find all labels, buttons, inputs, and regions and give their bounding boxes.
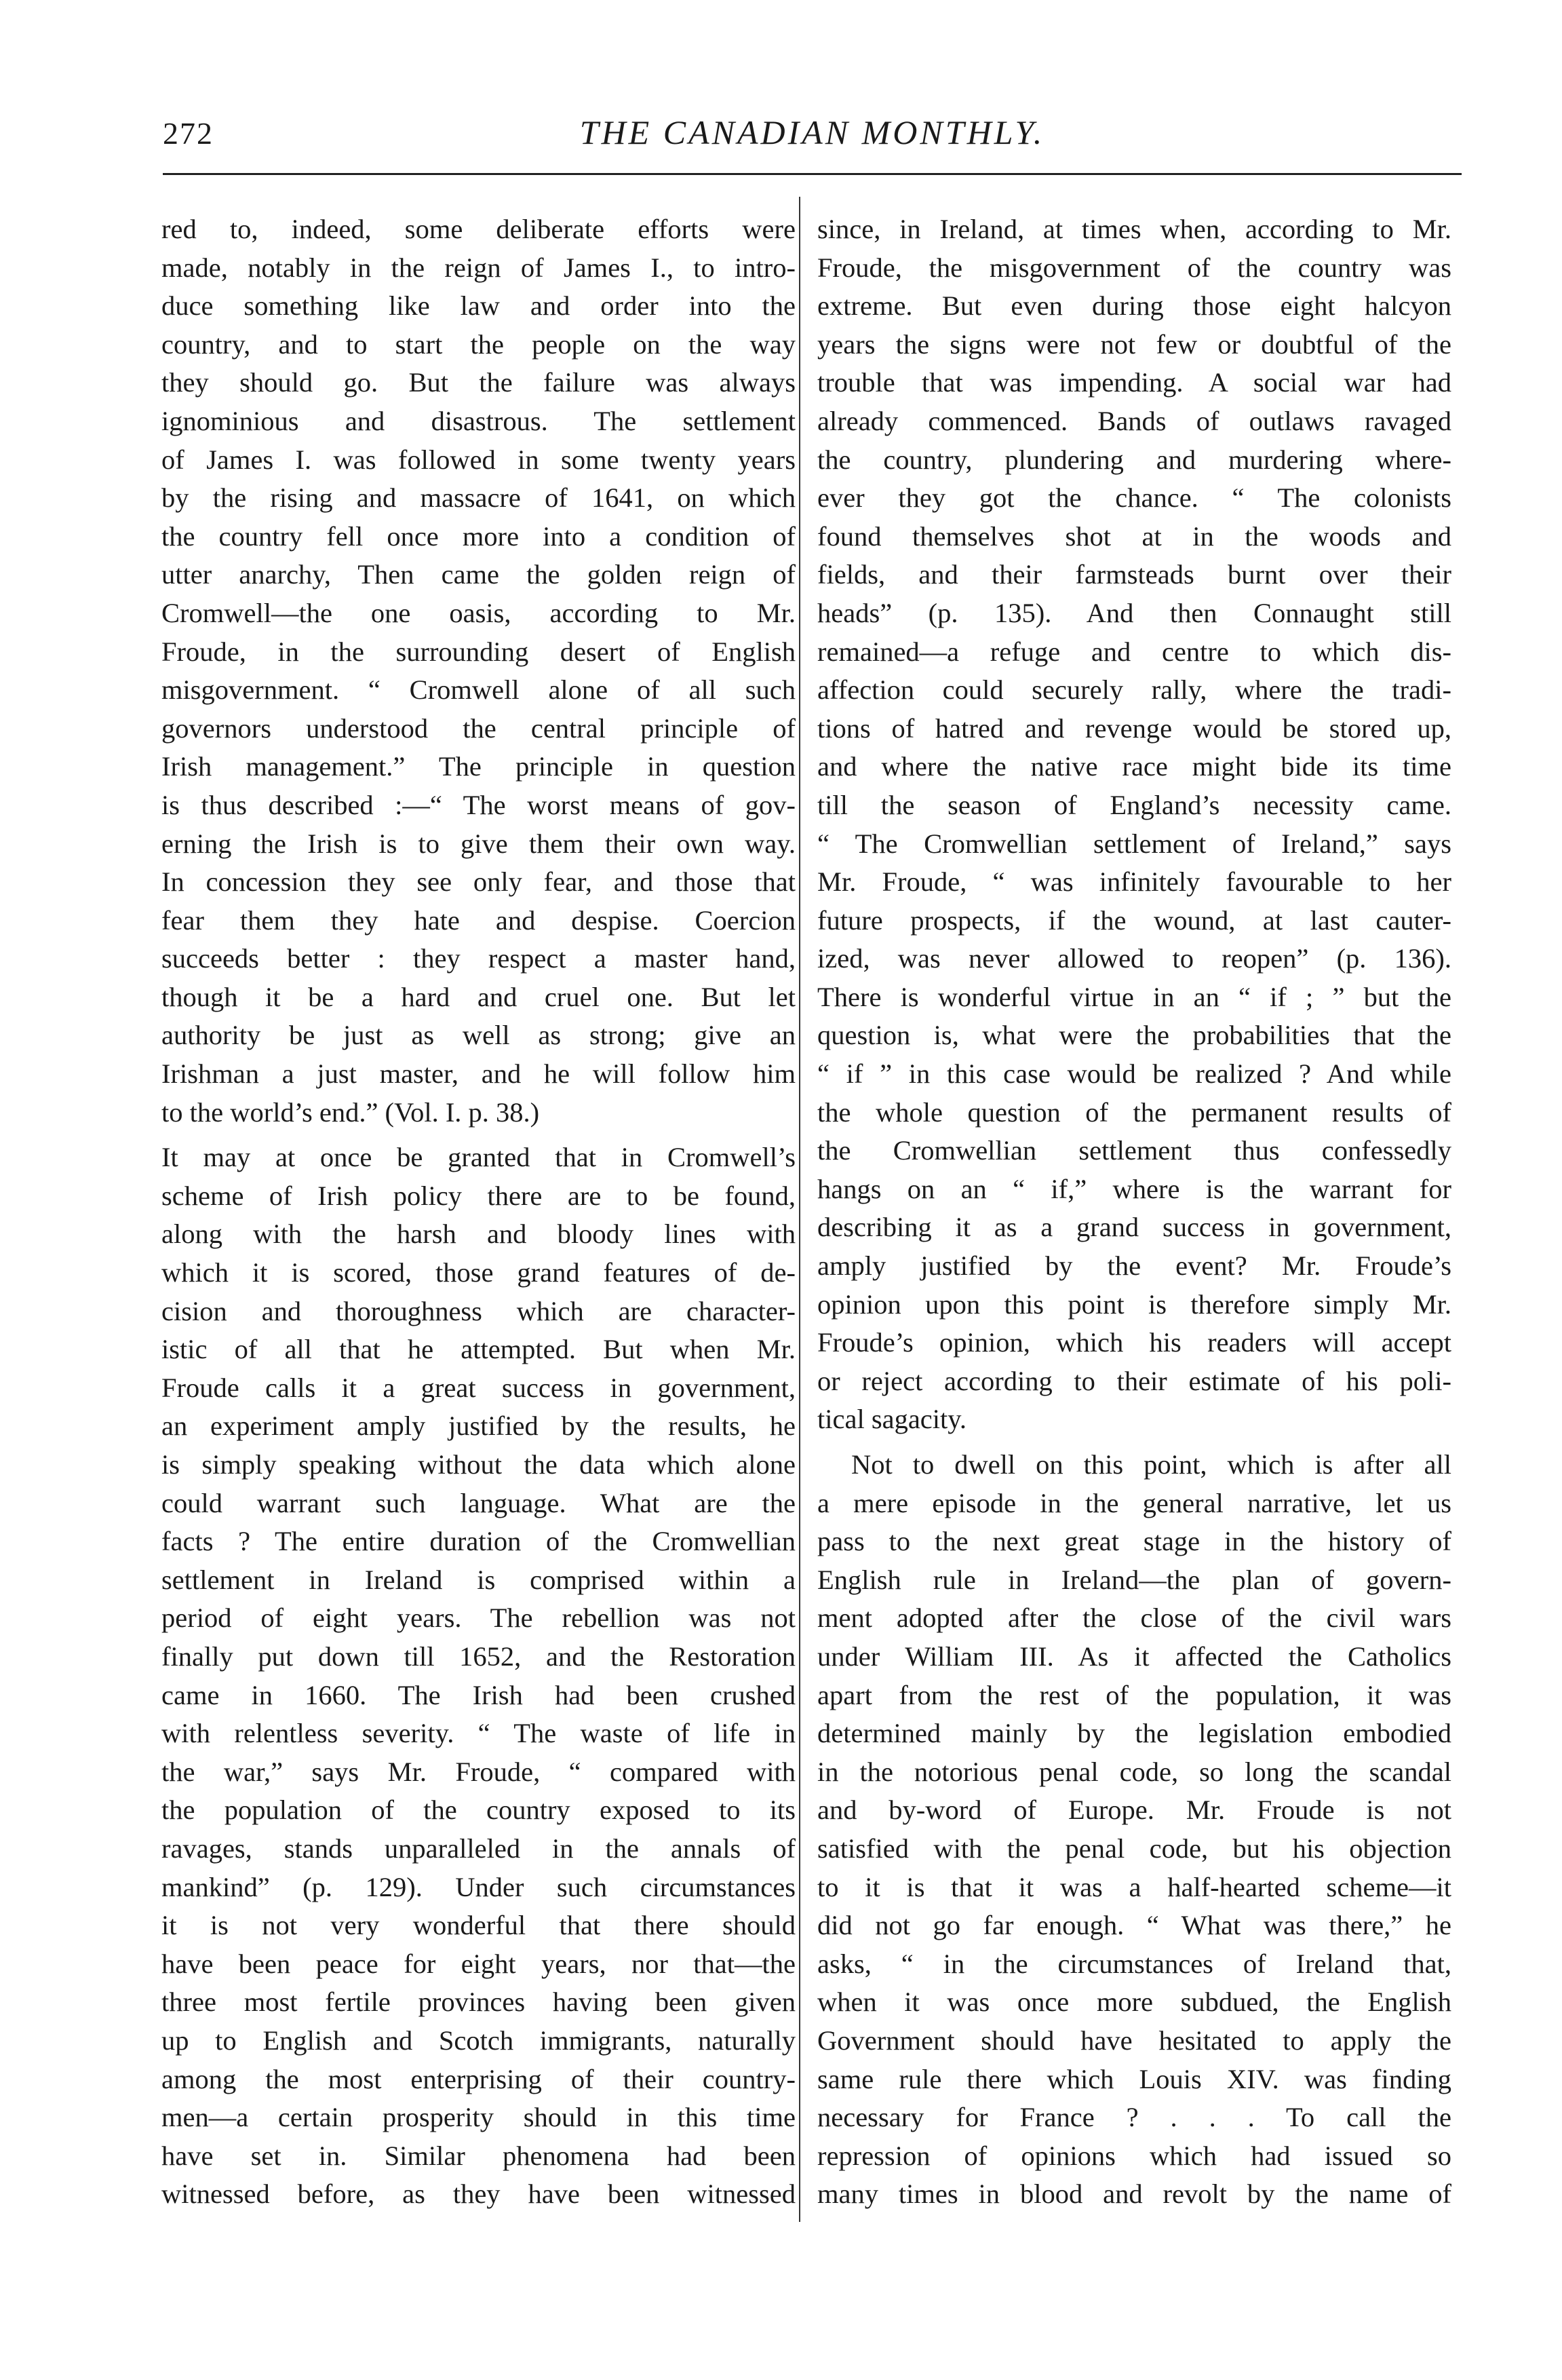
text-line: it is not very wonderful that there should [161, 1910, 796, 1941]
text-line: mankind” (p. 129). Under such circumstances [161, 1871, 796, 1902]
text-line: found themselves shot at in the woods and [817, 520, 1451, 552]
text-line: determined mainly by the legislation embodied [817, 1718, 1451, 1749]
header-rule [163, 173, 1462, 175]
paragraph [161, 1138, 796, 2214]
paragraph [817, 210, 1451, 1439]
text-line: ignominious and disastrous. The settlement [161, 405, 796, 436]
paragraph [161, 210, 796, 1132]
text-line: affection could securely rally, where the tradi- [817, 674, 1451, 706]
text-line: to it is that it was a half-hearted scheme—it [817, 1871, 1451, 1902]
text-line: pass to the next great stage in the history of [817, 1526, 1451, 1557]
text-line: the Cromwellian settlement thus confessedly [817, 1135, 1451, 1166]
text-line: amply justified by the event? Mr. Froude’s [817, 1250, 1451, 1282]
text-line: tical sagacity. [817, 1404, 967, 1435]
text-line: of James I. was followed in some twenty years [161, 444, 796, 475]
text-line: the country, plundering and murdering where- [817, 444, 1451, 475]
text-line: Government should have hesitated to apply the [817, 2024, 1451, 2056]
text-line: many times in blood and revolt by the name of [817, 2179, 1451, 2210]
text-line: up to English and Scotch immigrants, naturally [161, 2024, 796, 2056]
text-line: heads” (p. 135). And then Connaught still [817, 597, 1451, 628]
text-line: authority be just as well as strong; give an [161, 1020, 796, 1051]
text-line: three most fertile provinces having been given [161, 1986, 796, 2018]
page-header [163, 109, 1462, 163]
text-line: with relentless severity. “ The waste of life in [161, 1718, 796, 1749]
text-line: “ if ” in this case would be realized ? And while [817, 1058, 1451, 1090]
text-line: governors understood the central principle of [161, 712, 796, 744]
text-line: Froude’s opinion, which his readers will accept [817, 1327, 1451, 1358]
text-line: Froude, the misgovernment of the country was [817, 252, 1451, 283]
text-line: Irish management.” The principle in question [161, 751, 796, 782]
text-line: red to, indeed, some deliberate efforts were [161, 214, 796, 244]
text-line: question is, what were the probabilities that the [817, 1020, 1451, 1051]
text-line: came in 1660. The Irish had been crushed [161, 1679, 796, 1710]
text-line: ever they got the chance. “ The colonists [817, 482, 1451, 514]
text-line: ravages, stands unparalleled in the annals of [161, 1832, 796, 1864]
text-line: opinion upon this point is therefore simply Mr. [817, 1288, 1451, 1320]
text-line: trouble that was impending. A social war had [817, 367, 1451, 398]
text-line: country, and to start the people on the way [161, 328, 796, 360]
text-line: the whole question of the permanent results of [817, 1096, 1451, 1128]
text-line: same rule there which Louis XIV. was finding [817, 2063, 1451, 2094]
text-line: witnessed before, as they have been witnessed [161, 2179, 796, 2210]
text-line: Cromwell—the one oasis, according to Mr. [161, 597, 796, 628]
text-line: future prospects, if the wound, at last cauter- [817, 904, 1451, 936]
text-line: succeeds better : they respect a master hand, [161, 943, 796, 974]
text-line: till the season of England’s necessity came. [817, 789, 1451, 820]
text-line: though it be a hard and cruel one. But let [161, 981, 796, 1012]
text-line: English rule in Ireland—the plan of govern- [817, 1564, 1451, 1595]
text-line: the country fell once more into a condition of [161, 520, 796, 552]
text-line: asks, “ in the circumstances of Ireland that, [817, 1948, 1451, 1979]
text-line: erning the Irish is to give them their own way. [161, 828, 796, 859]
text-line: ized, was never allowed to reopen” (p. 136). [817, 943, 1451, 974]
text-line: in the notorious penal code, so long the scandal [817, 1756, 1451, 1787]
text-line: scheme of Irish policy there are to be found, [161, 1180, 796, 1211]
text-line: apart from the rest of the population, it was [817, 1679, 1451, 1710]
text-line: fields, and their farmsteads burnt over their [817, 559, 1451, 590]
text-line: since, in Ireland, at times when, according to Mr. [817, 214, 1451, 244]
text-line: There is wonderful virtue in an “ if ; ” but the [817, 981, 1451, 1012]
text-line: along with the harsh and bloody lines with [161, 1218, 796, 1250]
text-line: It may at once be granted that in Cromwell’s [161, 1142, 796, 1173]
text-line: necessary for France ? . . . To call the [817, 2102, 1451, 2133]
text-line: Mr. Froude, “ was infinitely favourable to her [817, 866, 1451, 898]
text-line: is thus described :—“ The worst means of gov- [161, 789, 796, 820]
text-line: when it was once more subdued, the English [817, 1986, 1451, 2018]
text-line: Froude calls it a great success in government, [161, 1372, 796, 1403]
text-line: could warrant such language. What are the [161, 1487, 796, 1518]
paragraph-gap [161, 1132, 796, 1138]
text-line: Not to dwell on this point, which is after all [851, 1449, 1451, 1480]
text-line: ment adopted after the close of the civil wars [817, 1602, 1451, 1634]
text-line: did not go far enough. “ What was there,” he [817, 1910, 1451, 1941]
text-line: which it is scored, those grand features of de- [161, 1257, 796, 1288]
left-column [161, 210, 796, 2214]
text-line: and by-word of Europe. Mr. Froude is not [817, 1794, 1451, 1826]
text-line: describing it as a grand success in government, [817, 1212, 1451, 1243]
text-line: Irishman a just master, and he will follow him [161, 1058, 796, 1090]
text-line: tions of hatred and revenge would be stored up, [817, 712, 1451, 744]
text-line: already commenced. Bands of outlaws ravaged [817, 405, 1451, 436]
text-line: In concession they see only fear, and those that [161, 866, 796, 898]
text-line: period of eight years. The rebellion was not [161, 1602, 796, 1634]
text-line: remained—a refuge and centre to which dis- [817, 636, 1451, 667]
running-title: THE CANADIAN MONTHLY. [579, 113, 1045, 151]
text-line: is simply speaking without the data which alone [161, 1449, 796, 1480]
text-line: extreme. But even during those eight halcyon [817, 290, 1451, 322]
text-line: years the signs were not few or doubtful of the [817, 328, 1451, 360]
text-line: utter anarchy, Then came the golden reign of [161, 559, 796, 590]
text-line: “ The Cromwellian settlement of Ireland,” says [817, 828, 1451, 859]
text-line: by the rising and massacre of 1641, on which [161, 482, 796, 514]
text-line: an experiment amply justified by the results, he [161, 1410, 796, 1442]
text-line: istic of all that he attempted. But when Mr. [161, 1334, 796, 1365]
text-line: finally put down till 1652, and the Restoration [161, 1640, 796, 1672]
text-line: among the most enterprising of their country- [161, 2063, 796, 2094]
text-line: misgovernment. “ Cromwell alone of all such [161, 674, 796, 706]
text-line: satisfied with the penal code, but his objection [817, 1832, 1451, 1864]
paragraph-gap [817, 1439, 1451, 1446]
text-line: cision and thoroughness which are character- [161, 1295, 796, 1326]
text-line: hangs on an “ if,” where is the warrant for [817, 1173, 1451, 1204]
text-line: a mere episode in the general narrative, let us [817, 1487, 1451, 1518]
text-line: have set in. Similar phenomena had been [161, 2140, 796, 2171]
text-line: to the world’s end.” (Vol. I. p. 38.) [161, 1096, 540, 1128]
text-line: settlement in Ireland is comprised within a [161, 1564, 796, 1595]
text-line: and where the native race might bide its time [817, 751, 1451, 782]
text-line: or reject according to their estimate of his poli- [817, 1365, 1451, 1396]
text-line: facts ? The entire duration of the Cromwellian [161, 1526, 796, 1557]
paragraph [817, 1446, 1451, 2214]
right-column [817, 210, 1451, 2214]
text-line: the war,” says Mr. Froude, “ compared with [161, 1756, 796, 1787]
column-divider [799, 197, 800, 2222]
text-line: Froude, in the surrounding desert of English [161, 636, 796, 667]
page-number: 272 [163, 116, 214, 151]
text-line: fear them they hate and despise. Coercion [161, 904, 796, 936]
text-line: repression of opinions which had issued so [817, 2140, 1451, 2171]
text-line: duce something like law and order into the [161, 290, 796, 322]
text-line: men—a certain prosperity should in this time [161, 2102, 796, 2133]
text-line: made, notably in the reign of James I., to intro- [161, 252, 796, 283]
text-line: under William III. As it affected the Catholics [817, 1640, 1451, 1672]
text-line: have been peace for eight years, nor that—the [161, 1948, 796, 1979]
text-line: they should go. But the failure was always [161, 367, 796, 398]
text-line: the population of the country exposed to its [161, 1794, 796, 1826]
